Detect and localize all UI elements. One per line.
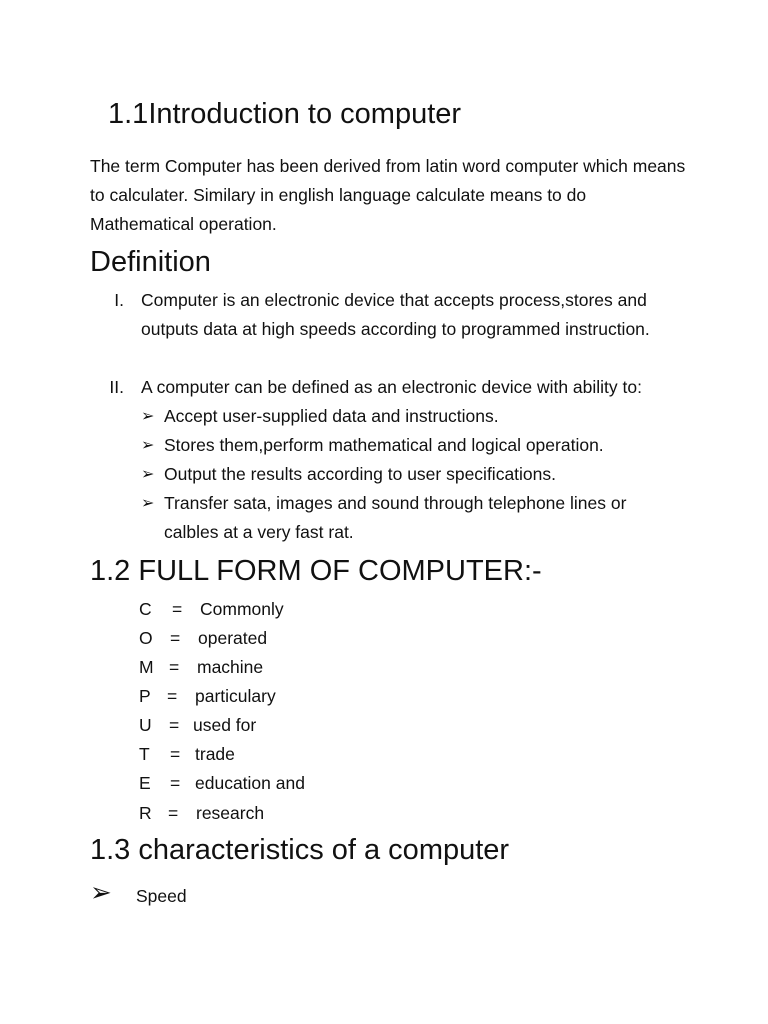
full-form-letter: T — [139, 744, 150, 764]
intro-paragraph: The term Computer has been derived from latin word computer which means to calculater. Similary in english language calculate means to do Mathematical operation. — [90, 156, 686, 234]
definition-item-text: A computer can be defined as an electronic device with ability to: — [141, 377, 642, 397]
full-form-word: education and — [195, 773, 305, 793]
characteristic-item: Speed — [136, 886, 187, 906]
full-form-equals: = — [167, 686, 178, 706]
roman-numeral: I. — [114, 290, 124, 310]
ability-bullet — [141, 431, 681, 460]
ability-bullet — [141, 402, 681, 431]
arrow-bullet-icon: ➢ — [90, 877, 112, 907]
full-form-letter: C — [139, 599, 152, 619]
definition-heading: Definition — [90, 246, 211, 278]
full-form-letter: E — [139, 773, 151, 793]
section-1-title: 1.1Introduction to computer — [108, 98, 462, 130]
full-form-letter: P — [139, 686, 151, 706]
full-form-equals: = — [170, 744, 181, 764]
full-form-word: research — [196, 803, 265, 823]
full-form-letter: U — [139, 715, 152, 735]
bullet-text: Output the results according to user specifications. — [164, 464, 557, 484]
full-form-equals: = — [169, 715, 180, 735]
ability-bullet — [141, 489, 681, 547]
arrow-bullet-icon: ➢ — [141, 466, 155, 483]
bullet-text: Accept user-supplied data and instructions. — [164, 406, 499, 426]
full-form-word: machine — [197, 657, 264, 677]
full-form-word: Commonly — [200, 599, 284, 619]
full-form-equals: = — [168, 803, 179, 823]
full-form-equals: = — [172, 599, 183, 619]
full-form-equals: = — [170, 628, 181, 648]
full-form-word: trade — [195, 744, 235, 764]
arrow-bullet-icon: ➢ — [141, 495, 155, 512]
definition-item-text: Computer is an electronic device that accepts process,stores and outputs data at high speeds according to programmed instruction. — [141, 290, 650, 339]
full-form-word: used for — [193, 715, 257, 735]
full-form-letter: M — [139, 657, 154, 677]
ability-bullet — [141, 460, 681, 489]
full-form-equals: = — [169, 657, 180, 677]
full-form-letter: O — [139, 628, 153, 648]
arrow-bullet-icon: ➢ — [141, 408, 155, 425]
roman-numeral: II. — [109, 377, 124, 397]
arrow-bullet-icon: ➢ — [141, 437, 155, 454]
section-3-title: 1.3 characteristics of a computer — [90, 834, 510, 866]
section-2-title: 1.2 FULL FORM OF COMPUTER:- — [90, 555, 542, 587]
full-form-word: particulary — [195, 686, 276, 706]
full-form-equals: = — [170, 773, 181, 793]
full-form-letter: R — [139, 803, 152, 823]
bullet-text: Transfer sata, images and sound through telephone lines or calbles at a very fast rat. — [164, 493, 627, 542]
bullet-text: Stores them,perform mathematical and logical operation. — [164, 435, 604, 455]
full-form-word: operated — [198, 628, 268, 648]
